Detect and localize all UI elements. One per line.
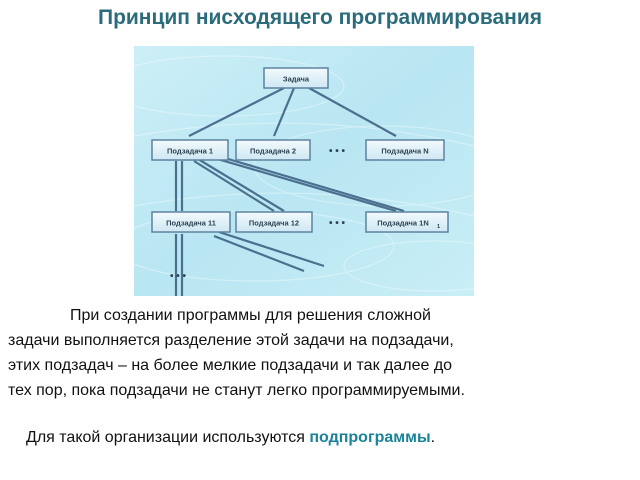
hierarchy-diagram-canvas xyxy=(134,46,474,296)
description-line-1: При создании программы для решения сложной xyxy=(70,307,431,324)
node-sub-n-label: Подзадача N xyxy=(381,146,429,156)
node-sub-1n-label: Подзадача 1N xyxy=(377,218,429,228)
ellipsis-level-2: • • • xyxy=(328,218,346,229)
description-line-4: тех пор, пока подзадачи не станут легко программируемыми. xyxy=(8,382,465,399)
hierarchy-diagram xyxy=(134,46,474,296)
description-line-3: этих подзадач – на более мелкие подзадачи и так далее до xyxy=(8,357,453,374)
description-line-2: задачи выполняется разделение этой задачи на подзадачи, xyxy=(8,332,454,349)
node-sub-1 xyxy=(152,140,228,160)
node-sub-1-label: Подзадача 1 xyxy=(166,146,214,156)
node-sub-2-label: Подзадача 2 xyxy=(249,146,297,156)
node-sub-11-label: Подзадача 11 xyxy=(166,218,216,228)
node-root xyxy=(264,68,328,88)
node-sub-12 xyxy=(236,212,312,232)
node-sub-2 xyxy=(236,140,310,160)
ellipsis-level-1: • • • xyxy=(328,146,346,157)
summary-suffix: . xyxy=(430,429,436,446)
subprograms-keyword: подпрограммы xyxy=(309,429,431,446)
node-sub-n xyxy=(366,140,444,160)
ellipsis-level-3: • • • xyxy=(169,271,187,282)
summary-sentence xyxy=(26,426,435,450)
node-sub-1n xyxy=(366,212,448,232)
description-paragraph xyxy=(8,303,634,403)
node-sub-12-label: Подзадача 12 xyxy=(248,218,300,228)
node-sub-11 xyxy=(152,212,230,232)
node-sub-1n-subscript: 1 xyxy=(437,224,441,230)
summary-prefix: Для такой организации используются xyxy=(26,429,310,446)
slide-title: Принцип нисходящего программирования xyxy=(97,6,543,29)
node-root-label: Задача xyxy=(282,74,310,84)
